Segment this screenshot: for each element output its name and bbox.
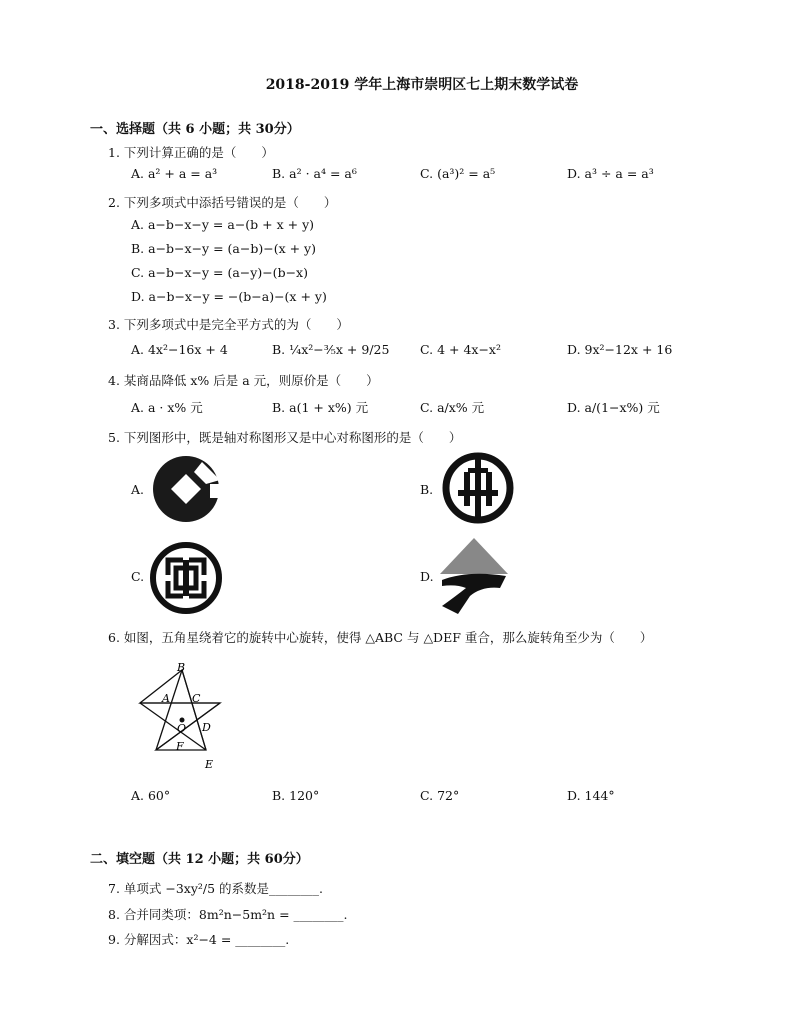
logo-a-icon bbox=[150, 454, 226, 524]
q4-option-d: D. a/(1−x%) 元 bbox=[567, 400, 660, 415]
q4-option-a: A. a · x% 元 bbox=[131, 400, 203, 415]
q5-option-b: B. bbox=[420, 482, 434, 497]
page-title: 2018-2019 学年上海市崇明区七上期末数学试卷 bbox=[265, 77, 579, 93]
star-diagram bbox=[130, 660, 234, 770]
section-heading-fill: 二、填空题（共 12 小题；共 60分） bbox=[90, 852, 309, 867]
star-label-f: F bbox=[176, 740, 184, 753]
question-9: 9. 分解因式：x²−4 = ________. bbox=[108, 932, 290, 947]
q5-option-d: D. bbox=[420, 569, 434, 584]
q5-option-c: C. bbox=[131, 569, 145, 584]
q2-option-b: B. a−b−x−y = (a−b)−(x + y) bbox=[131, 241, 316, 256]
q5-option-a: A. bbox=[131, 482, 145, 497]
q2-option-a: A. a−b−x−y = a−(b + x + y) bbox=[131, 217, 315, 232]
q1-option-c: C. (a³)² = a⁵ bbox=[420, 166, 496, 181]
q1-option-a: A. a² + a = a³ bbox=[131, 166, 218, 181]
question-2-stem: 2. 下列多项式中添括号错误的是（ ） bbox=[108, 195, 337, 210]
section-heading-choice: 一、选择题（共 6 小题；共 30分） bbox=[90, 122, 300, 137]
star-label-c: C bbox=[192, 692, 201, 705]
q2-option-c: C. a−b−x−y = (a−y)−(b−x) bbox=[131, 265, 308, 280]
q6-option-c: C. 72° bbox=[420, 788, 460, 803]
q3-option-d: D. 9x²−12x + 16 bbox=[567, 342, 673, 357]
question-4-stem: 4. 某商品降低 x% 后是 a 元，则原价是（ ） bbox=[108, 373, 379, 388]
logo-c-icon bbox=[148, 540, 224, 616]
question-7: 7. 单项式 −3xy²/5 的系数是________. bbox=[108, 881, 324, 896]
question-1-stem: 1. 下列计算正确的是（ ） bbox=[108, 145, 274, 160]
q1-option-d: D. a³ ÷ a = a³ bbox=[567, 166, 654, 181]
question-6-stem: 6. 如图，五角星绕着它的旋转中心旋转，使得 △ABC 与 △DEF 重合，那么旋转角至少为（ ） bbox=[108, 630, 653, 645]
q1-option-b: B. a² · a⁴ = a⁶ bbox=[272, 166, 357, 181]
q6-option-b: B. 120° bbox=[272, 788, 320, 803]
star-label-e: E bbox=[205, 758, 214, 770]
question-8: 8. 合并同类项：8m²n−5m²n = ________. bbox=[108, 907, 348, 922]
star-label-b: B bbox=[177, 661, 186, 674]
question-5-stem: 5. 下列图形中，既是轴对称图形又是中心对称图形的是（ ） bbox=[108, 430, 462, 445]
q6-option-a: A. 60° bbox=[131, 788, 171, 803]
q4-option-c: C. a/x% 元 bbox=[420, 400, 485, 415]
star-label-o: O bbox=[177, 722, 187, 735]
question-3-stem: 3. 下列多项式中是完全平方式的为（ ） bbox=[108, 317, 349, 332]
star-label-a: A bbox=[162, 692, 170, 705]
q4-option-b: B. a(1 + x%) 元 bbox=[272, 400, 369, 415]
q6-option-d: D. 144° bbox=[567, 788, 615, 803]
q3-option-c: C. 4 + 4x−x² bbox=[420, 342, 501, 357]
q2-option-d: D. a−b−x−y = −(b−a)−(x + y) bbox=[131, 289, 327, 304]
q3-option-a: A. 4x²−16x + 4 bbox=[131, 342, 228, 357]
logo-b-icon bbox=[440, 450, 516, 526]
q3-option-b: B. ¼x²−⅗x + 9/25 bbox=[272, 342, 390, 357]
star-label-d: D bbox=[202, 721, 211, 734]
logo-d-icon bbox=[438, 536, 510, 616]
